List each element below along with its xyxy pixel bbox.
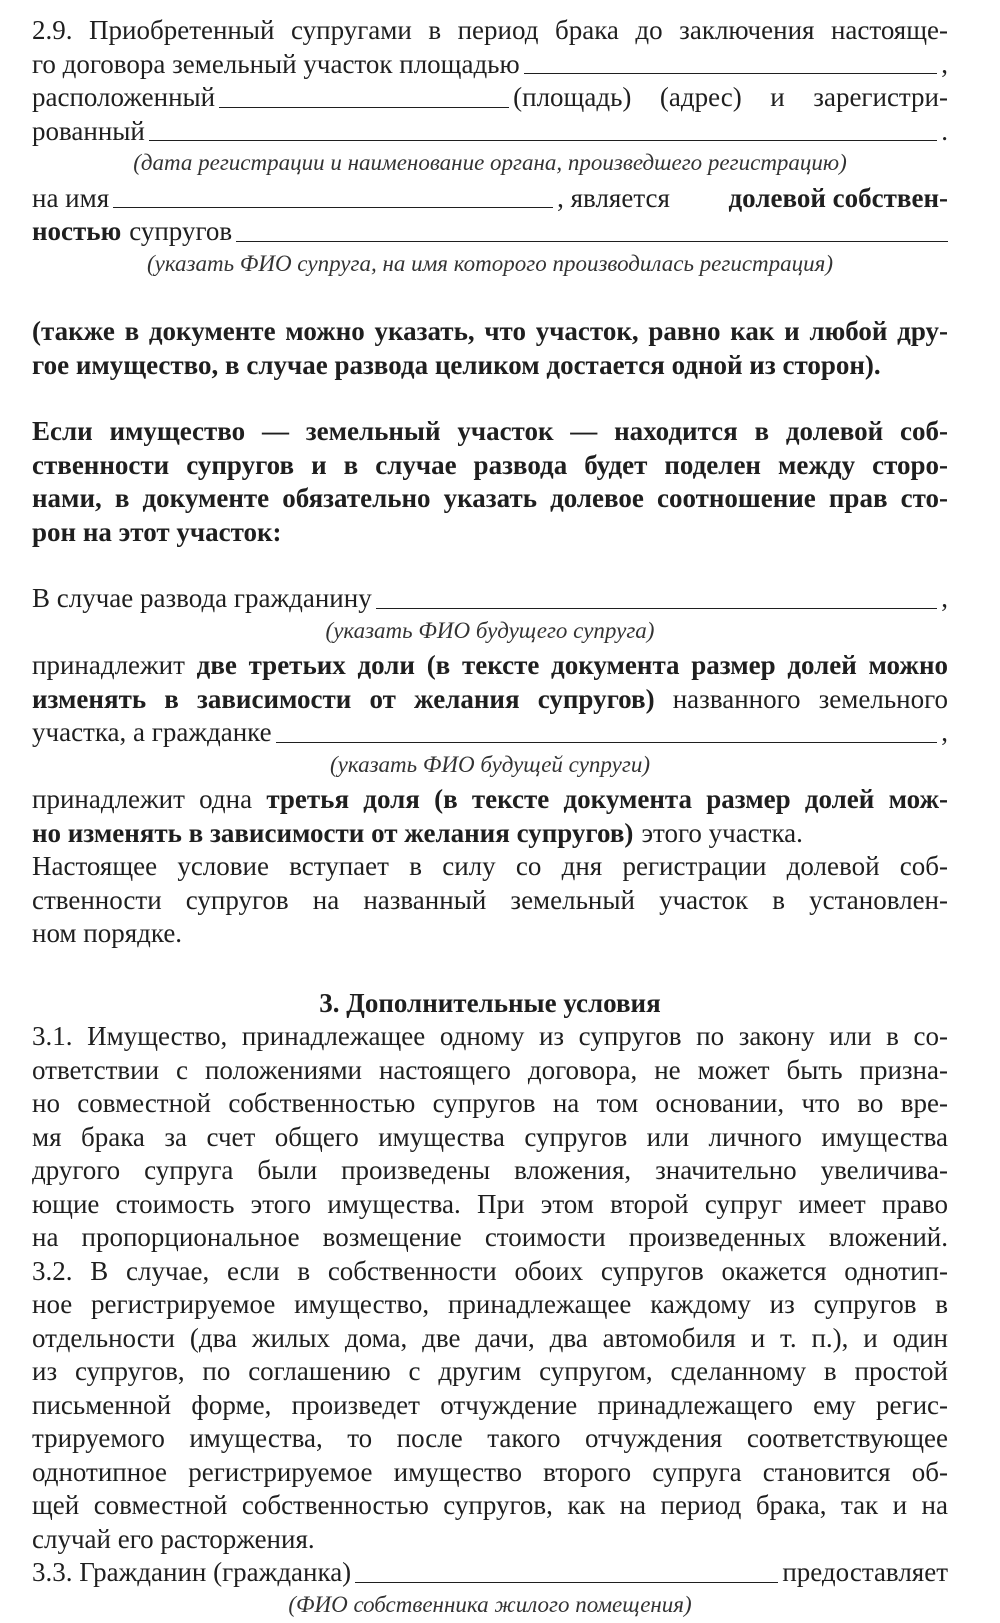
text-fragment: . <box>941 115 948 149</box>
clause-3-3-line <box>32 1556 948 1590</box>
text-fragment: две третьих доли (в тексте документа размер долей можно <box>197 650 948 680</box>
division-line: ственности супругов на названный земельный участок в установлен- <box>32 884 948 918</box>
text-fragment: , <box>941 582 948 616</box>
text-fragment: этого участка. <box>641 817 802 851</box>
clause-3-2-line: письменной форме, произведет отчуждение принадлежащего ему регис- <box>32 1389 948 1423</box>
husband-name-blank-field[interactable] <box>376 608 938 609</box>
clause-2-9-line: 2.9. Приобретенный супругами в период брака до заключения настояще- <box>32 14 948 48</box>
division-line <box>32 582 948 616</box>
bold-note-line: ственности супругов и в случае развода будет поделен между сторо- <box>32 449 948 483</box>
text-fragment: рованный <box>32 115 145 149</box>
clause-3-2-line: однотипное регистрируемое имущество второго супруга становится об- <box>32 1456 948 1490</box>
clause-3-2-line: из супругов, по соглашению с другим супругом, сделанному в простой <box>32 1355 948 1389</box>
text-fragment: супругов <box>129 215 232 249</box>
text-fragment: названного земельного <box>673 684 948 714</box>
clause-3-2-line: ное регистрируемое имущество, принадлежащее каждому из супругов в <box>32 1288 948 1322</box>
text-fragment: , <box>941 48 948 82</box>
owner-blank-field[interactable] <box>355 1582 778 1583</box>
text-fragment: В случае развода гражданину <box>32 582 372 616</box>
clause-3-1-line: но совместной собственностью супругов на том основании, что во вре- <box>32 1087 948 1121</box>
bold-note-line: гое имущество, в случае развода целиком достается одной из сторон). <box>32 349 948 383</box>
text-fragment: третья доля (в тексте документа размер долей мож- <box>266 784 948 814</box>
field-caption: (ФИО собственника жилого помещения) <box>32 1590 948 1623</box>
clause-3-2-line: случай его расторжения. <box>32 1523 948 1557</box>
division-line <box>32 817 948 851</box>
text-fragment: принадлежит <box>32 650 185 680</box>
text-fragment: изменять в зависимости от желания супругов) <box>32 684 655 714</box>
bold-note-line: Если имущество — земельный участок — находится в долевой соб- <box>32 415 948 449</box>
text-fragment: го договора земельный участок площадью <box>32 48 520 82</box>
spacer <box>32 382 948 415</box>
clause-3-1-line: мя брака за счет общего имущества супругов или личного имущества <box>32 1121 948 1155</box>
clause-3-1-line: на пропорциональное возмещение стоимости произведенных вложений. <box>32 1221 948 1255</box>
text-fragment: ностью <box>32 215 121 249</box>
division-line: ном порядке. <box>32 917 948 951</box>
clause-3-2-line: отдельности (два жилых дома, две дачи, два автомобиля и т. п.), и один <box>32 1322 948 1356</box>
spacer <box>32 951 948 987</box>
clause-3-2-line: 3.2. В случае, если в собственности обоих супругов окажется однотип- <box>32 1255 948 1289</box>
section-heading: 3. Дополнительные условия <box>32 987 948 1021</box>
owner-name-blank-field[interactable] <box>113 207 553 208</box>
address-blank-field[interactable] <box>219 107 509 108</box>
wife-name-blank-field[interactable] <box>276 742 938 743</box>
bold-note-line: (также в документе можно указать, что участок, равно как и любой дру- <box>32 315 948 349</box>
text-fragment: долевой собствен- <box>670 182 948 216</box>
registration-blank-field[interactable] <box>149 140 937 141</box>
clause-2-9-line <box>32 182 948 216</box>
clause-3-2-line: щей совместной собственностью супругов, как на период брака, так и на <box>32 1489 948 1523</box>
text-fragment: но изменять в зависимости от желания супругов) <box>32 817 633 851</box>
division-line <box>32 716 948 750</box>
text-fragment: на имя <box>32 182 109 216</box>
text-fragment: (площадь) (адрес) и зарегистри- <box>513 81 948 115</box>
text-fragment: принадлежит одна <box>32 784 252 814</box>
bold-note-line: рон на этот участок: <box>32 516 948 550</box>
clause-3-1-line: ответствии с положениями настоящего договора, не может быть призна- <box>32 1054 948 1088</box>
text-fragment: , является <box>557 182 670 216</box>
clause-3-1-line: ющие стоимость этого имущества. При этом второй супруг имеет право <box>32 1188 948 1222</box>
field-caption: (дата регистрации и наименование органа, произведшего регистрацию) <box>32 148 948 182</box>
field-caption: (указать ФИО будущего супруга) <box>32 616 948 650</box>
spouse-name-blank-field[interactable] <box>236 241 948 242</box>
division-line <box>32 683 948 717</box>
clause-3-1-line: другого супруга были произведены вложения, значительно увеличива- <box>32 1154 948 1188</box>
text-fragment: , <box>941 716 948 750</box>
spacer <box>32 549 948 582</box>
clause-2-9-line <box>32 48 948 82</box>
bold-note-line: нами, в документе обязательно указать долевое соотношение прав сто- <box>32 482 948 516</box>
document-text <box>32 14 948 1623</box>
division-line <box>32 783 948 817</box>
clause-2-9-line <box>32 81 948 115</box>
field-caption: (указать ФИО супруга, на имя которого производилась регистрация) <box>32 249 948 283</box>
clause-2-9-line <box>32 215 948 249</box>
clause-2-9-line <box>32 115 948 149</box>
text-fragment: 3.3. Гражданин (гражданка) <box>32 1556 351 1590</box>
area-blank-field[interactable] <box>524 73 938 74</box>
field-caption: (указать ФИО будущей супруги) <box>32 750 948 784</box>
division-line <box>32 649 948 683</box>
text-fragment: участка, а гражданке <box>32 716 272 750</box>
clause-3-1-line: 3.1. Имущество, принадлежащее одному из супругов по закону или в со- <box>32 1020 948 1054</box>
spacer <box>32 282 948 315</box>
clause-3-2-line: трируемого имущества, то после такого отчуждения соответствующее <box>32 1422 948 1456</box>
text-fragment: предоставляет <box>782 1556 948 1590</box>
division-line: Настоящее условие вступает в силу со дня регистрации долевой соб- <box>32 850 948 884</box>
text-fragment: расположенный <box>32 81 215 115</box>
